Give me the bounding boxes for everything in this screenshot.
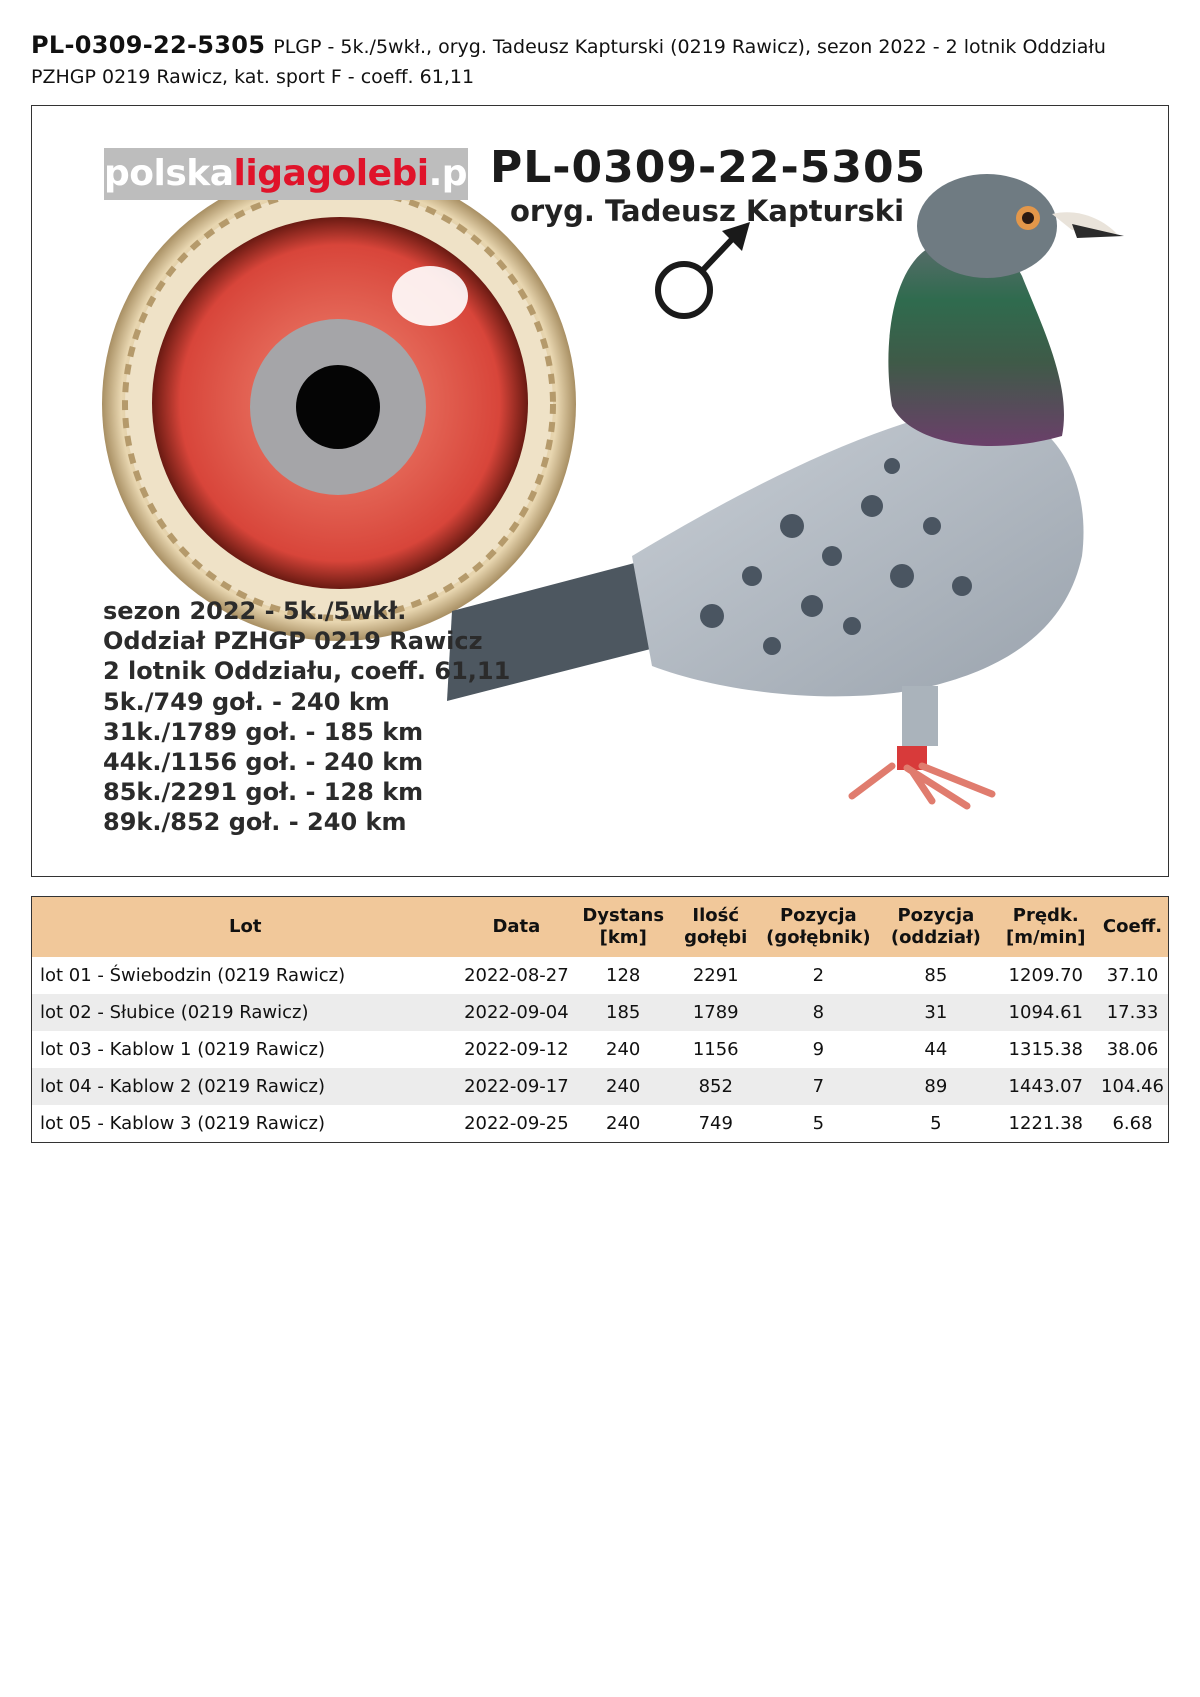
col-header-pozycja-golebnik: Pozycja (gołębnik) — [759, 897, 877, 957]
col-header-predkosc: Prędk. [m/min] — [995, 897, 1098, 957]
cell-lot: lot 04 - Kablow 2 (0219 Rawicz) — [32, 1068, 458, 1105]
header-description-line2: PZHGP 0219 Rawicz, kat. sport F - coeff. 61,11 — [31, 66, 475, 88]
card-breeder: oryg. Tadeusz Kapturski — [510, 194, 905, 228]
result-line: 31k./1789 goł. - 185 km — [103, 717, 424, 746]
cell-data: 2022-08-27 — [464, 965, 569, 986]
col-header-pozycja-oddzial: Pozycja (oddział) — [877, 897, 994, 957]
cell-ilosc: 2291 — [692, 965, 739, 986]
cell-pozycja-oddzial: 44 — [924, 1039, 948, 1060]
cell-pozycja-oddzial: 31 — [877, 994, 994, 1031]
result-line: 85k./2291 goł. - 128 km — [103, 778, 424, 807]
result-line: sezon 2022 - 5k./5wkł. — [103, 597, 407, 625]
pigeon-photo-card — [31, 105, 1169, 877]
cell-dystans: 240 — [606, 1039, 641, 1060]
header-description-line1: PLGP - 5k./5wkł., oryg. Tadeusz Kapturski (0219 Rawicz), sezon 2022 - 2 lotnik Oddziału — [273, 36, 1106, 58]
cell-predkosc: 1443.07 — [995, 1068, 1098, 1105]
cell-pozycja-golebnik: 7 — [759, 1068, 877, 1105]
male-symbol-icon — [658, 222, 750, 316]
cell-data: 2022-09-25 — [464, 1113, 569, 1134]
cell-pozycja-oddzial: 89 — [877, 1068, 994, 1105]
cell-coeff: 17.33 — [1097, 994, 1168, 1031]
cell-coeff: 6.68 — [1112, 1113, 1153, 1134]
cell-pozycja-oddzial: 5 — [930, 1113, 942, 1134]
cell-data: 2022-09-17 — [458, 1068, 574, 1105]
cell-dystans: 185 — [574, 994, 672, 1031]
col-header-coeff: Coeff. — [1097, 897, 1168, 957]
cell-coeff: 37.10 — [1106, 965, 1159, 986]
cell-lot: lot 01 - Świebodzin (0219 Rawicz) — [40, 965, 346, 986]
cell-predkosc: 1315.38 — [1008, 1039, 1083, 1060]
result-line: 2 lotnik Oddziału, coeff. 61,11 — [103, 657, 511, 686]
result-line: 89k./852 goł. - 240 km — [103, 808, 407, 837]
eye-illustration — [102, 167, 576, 641]
cell-pozycja-golebnik: 9 — [812, 1039, 825, 1060]
cell-ilosc: 1789 — [672, 994, 759, 1031]
card-results — [103, 596, 510, 838]
cell-dystans: 240 — [574, 1068, 672, 1105]
table-row — [32, 1068, 1168, 1105]
result-line: 5k./749 goł. - 240 km — [103, 687, 390, 716]
cell-coeff: 38.06 — [1106, 1039, 1159, 1060]
cell-predkosc: 1209.70 — [1008, 965, 1083, 986]
header-ring-number: PL-0309-22-5305 — [31, 31, 266, 59]
table-header-row — [32, 897, 1168, 957]
card-ring-number: PL-0309-22-5305 — [490, 142, 927, 193]
cell-pozycja-golebnik: 5 — [812, 1113, 825, 1134]
page-header — [31, 30, 1181, 92]
cell-ilosc: 749 — [698, 1113, 733, 1134]
cell-pozycja-golebnik: 8 — [759, 994, 877, 1031]
cell-lot: lot 03 - Kablow 1 (0219 Rawicz) — [40, 1039, 325, 1060]
cell-lot: lot 05 - Kablow 3 (0219 Rawicz) — [40, 1113, 325, 1134]
table-row — [32, 994, 1168, 1031]
cell-ilosc: 852 — [672, 1068, 759, 1105]
table-row — [32, 957, 1168, 994]
results-table — [32, 897, 1168, 1142]
result-line: 44k./1156 goł. - 240 km — [103, 748, 424, 777]
cell-data: 2022-09-12 — [464, 1039, 569, 1060]
cell-predkosc: 1094.61 — [995, 994, 1098, 1031]
cell-dystans: 240 — [606, 1113, 641, 1134]
col-header-dystans: Dystans [km] — [574, 897, 672, 957]
cell-data: 2022-09-04 — [458, 994, 574, 1031]
col-header-data: Data — [458, 897, 574, 957]
col-header-ilosc: Ilość gołębi — [672, 897, 759, 957]
table-row — [32, 1105, 1168, 1142]
col-header-lot: Lot — [32, 897, 458, 957]
cell-pozycja-oddzial: 85 — [924, 965, 948, 986]
cell-ilosc: 1156 — [692, 1039, 739, 1060]
results-table-container — [31, 896, 1169, 1143]
cell-dystans: 128 — [606, 965, 641, 986]
cell-predkosc: 1221.38 — [1008, 1113, 1083, 1134]
cell-pozycja-golebnik: 2 — [812, 965, 825, 986]
cell-lot: lot 02 - Słubice (0219 Rawicz) — [32, 994, 458, 1031]
table-row — [32, 1031, 1168, 1068]
result-line: Oddział PZHGP 0219 Rawicz — [103, 627, 483, 656]
polskaligagolebi-logo: polskaligagolebi.pl — [104, 148, 468, 200]
cell-coeff: 104.46 — [1097, 1068, 1168, 1105]
